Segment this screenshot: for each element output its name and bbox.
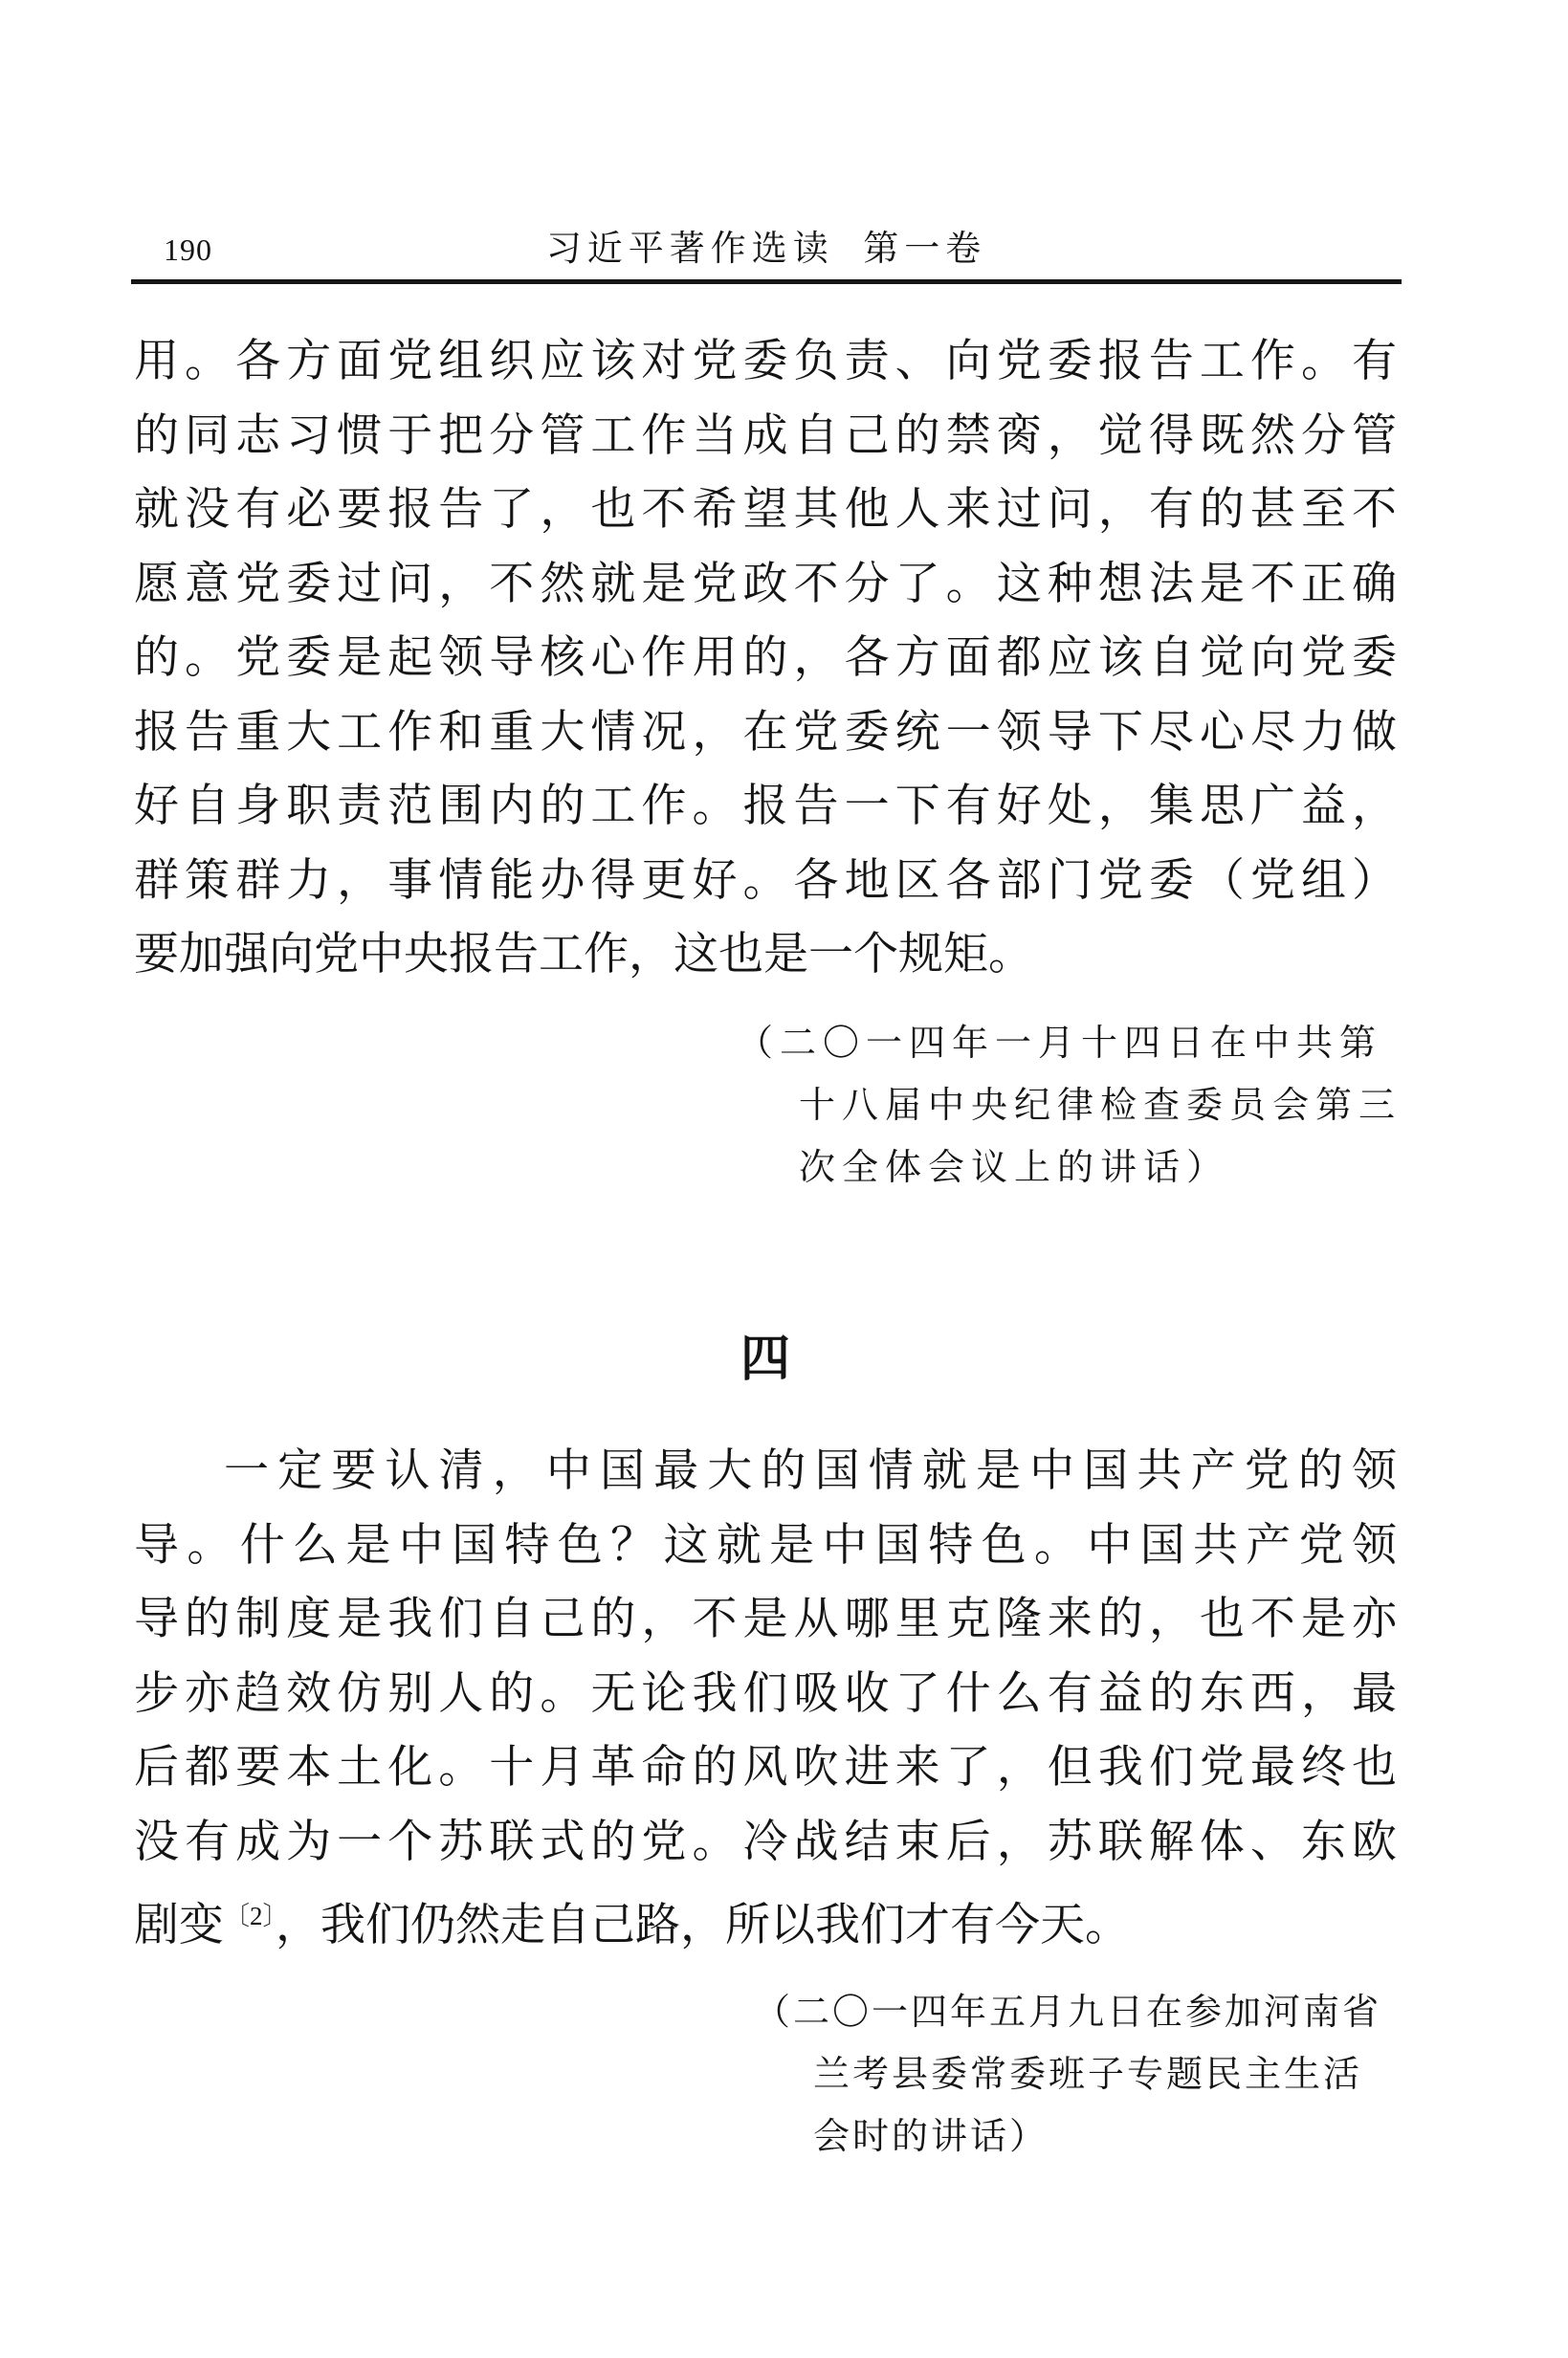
source-attribution-1: [134, 1013, 1402, 1200]
running-header: [131, 221, 1402, 267]
footnote-marker: 〔2〕: [224, 1902, 276, 1930]
header-rule: [131, 279, 1402, 284]
attribution-line: 次全体会议上的讲话）: [799, 1148, 1230, 1188]
source-attribution-2: [134, 1982, 1397, 2169]
paragraph-line: 的同志习惯于把分管工作当成自己的禁脔，觉得既然分管: [134, 410, 1397, 461]
paragraph-line: 没有成为一个苏联式的党。冷战结束后，苏联解体、东欧: [134, 1817, 1397, 1867]
paragraph-line: 群策群力，事情能办得更好。各地区各部门党委（党组）: [134, 855, 1397, 906]
paragraph-line: [134, 1880, 1397, 1964]
paragraph-line: 好自身职责范围内的工作。报告一下有好处，集思广益，: [134, 782, 1397, 831]
attribution-line: 十八届中央纪律检查委员会第三: [799, 1086, 1402, 1126]
paragraph-line: 导的制度是我们自己的，不是从哪里克隆来的，也不是亦: [134, 1595, 1397, 1644]
paragraph-line: 步亦趋效仿别人的。无论我们吸收了什么有益的东西，最: [134, 1668, 1397, 1719]
paragraph-line: 导。什么是中国特色？这就是中国特色。中国共产党领: [134, 1520, 1397, 1571]
paragraph-text: 剧变: [134, 1901, 224, 1950]
paragraph-line: 后都要本土化。十月革命的风吹进来了，但我们党最终也: [134, 1743, 1397, 1793]
paragraph-line: 要加强向党中央报告工作，这也是一个规矩。: [134, 930, 1033, 980]
paragraph-text: ，我们仍然走自己路，所以我们才有今天。: [276, 1901, 1130, 1950]
attribution-line: （二〇一四年一月十四日在中共第: [737, 1024, 1383, 1064]
paragraph-1: [134, 325, 1397, 993]
running-title: 习近平著作选读 第一卷: [545, 230, 987, 269]
paragraph-2: [134, 1435, 1397, 1964]
paragraph-line: 就没有必要报告了，也不希望其他人来过问，有的甚至不: [134, 485, 1397, 535]
attribution-line: 会时的讲话）: [813, 2117, 1049, 2157]
page-number: 190: [164, 232, 212, 267]
attribution-line: （二〇一四年五月九日在参加河南省: [754, 1993, 1382, 2033]
paragraph-line: 一定要认清，中国最大的国情就是中国共产党的领: [224, 1446, 1397, 1496]
paragraph-line: 愿意党委过问，不然就是党政不分了。这种想法是不正确: [134, 559, 1397, 609]
paragraph-line: 的。党委是起领导核心作用的，各方面都应该自觉向党委: [134, 633, 1397, 683]
paragraph-line: 报告重大工作和重大情况，在党委统一领导下尽心尽力做: [134, 707, 1397, 758]
paragraph-line: 用。各方面党组织应该对党委负责、向党委报告工作。有: [134, 337, 1397, 386]
attribution-line: 兰考县委常委班子专题民主生活: [813, 2055, 1363, 2095]
section-heading: 四: [740, 1332, 790, 1388]
